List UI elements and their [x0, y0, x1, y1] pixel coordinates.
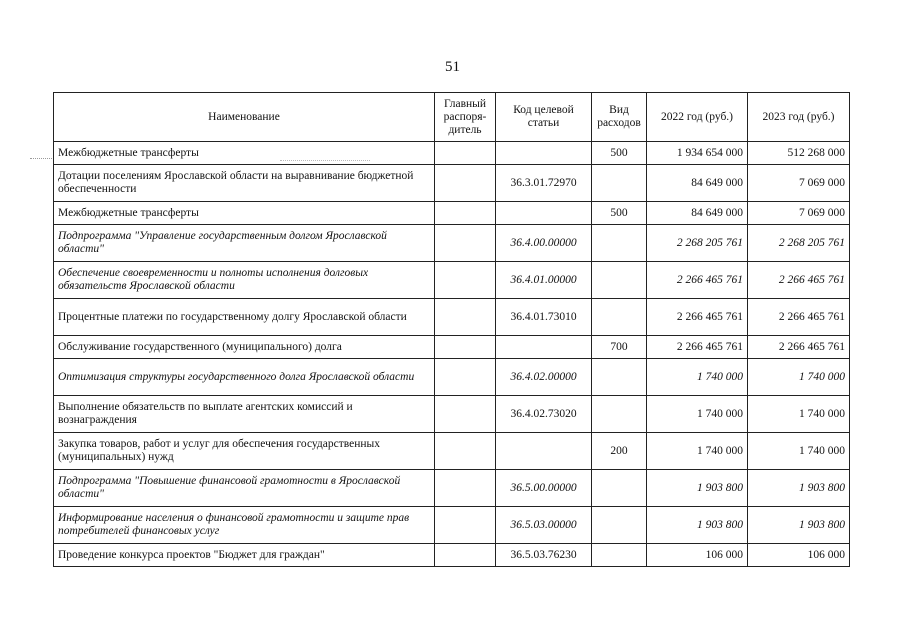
- cell-2023: 1 740 000: [748, 433, 850, 470]
- table-row: [54, 433, 850, 470]
- cell-code: 36.4.02.00000: [496, 359, 592, 396]
- cell-kind: [592, 225, 647, 262]
- cell-name: Межбюджетные трансферты: [54, 202, 435, 225]
- table-header-row: [54, 93, 850, 142]
- cell-2023: 2 266 465 761: [748, 336, 850, 359]
- cell-code: [496, 433, 592, 470]
- cell-2023: 2 266 465 761: [748, 299, 850, 336]
- cell-2022: 84 649 000: [647, 165, 748, 202]
- cell-kind: [592, 544, 647, 567]
- cell-kind: 500: [592, 142, 647, 165]
- cell-manager: [435, 299, 496, 336]
- cell-manager: [435, 336, 496, 359]
- cell-kind: [592, 262, 647, 299]
- cell-name: Подпрограмма "Повышение финансовой грамотности в Ярославской области": [54, 470, 435, 507]
- scan-artifact: [30, 158, 52, 159]
- table-row: [54, 142, 850, 165]
- cell-code: 36.5.03.00000: [496, 507, 592, 544]
- cell-code: [496, 142, 592, 165]
- cell-name: Дотации поселениям Ярославской области на выравнивание бюджетной обеспеченности: [54, 165, 435, 202]
- cell-2022: 1 934 654 000: [647, 142, 748, 165]
- cell-2022: 1 903 800: [647, 507, 748, 544]
- table-row: [54, 165, 850, 202]
- cell-2022: 1 740 000: [647, 433, 748, 470]
- cell-2022: 1 740 000: [647, 396, 748, 433]
- cell-name: Процентные платежи по государственному долгу Ярославской области: [54, 299, 435, 336]
- cell-2022: 106 000: [647, 544, 748, 567]
- header-code: Код целевой статьи: [496, 93, 592, 142]
- table-row: [54, 544, 850, 567]
- cell-manager: [435, 202, 496, 225]
- cell-2022: 2 266 465 761: [647, 336, 748, 359]
- cell-name: Выполнение обязательств по выплате агентских комиссий и вознаграждения: [54, 396, 435, 433]
- cell-code: [496, 202, 592, 225]
- cell-manager: [435, 544, 496, 567]
- cell-code: 36.5.00.00000: [496, 470, 592, 507]
- cell-manager: [435, 225, 496, 262]
- cell-kind: [592, 396, 647, 433]
- page-number: 51: [445, 59, 460, 75]
- table-row: [54, 470, 850, 507]
- cell-manager: [435, 433, 496, 470]
- table-row: [54, 202, 850, 225]
- table-row: [54, 336, 850, 359]
- cell-name: Закупка товаров, работ и услуг для обеспечения государственных (муниципальных) нужд: [54, 433, 435, 470]
- cell-name: Обслуживание государственного (муниципального) долга: [54, 336, 435, 359]
- cell-manager: [435, 165, 496, 202]
- cell-kind: [592, 470, 647, 507]
- header-kind: Вид расходов: [592, 93, 647, 142]
- table-row: [54, 225, 850, 262]
- cell-kind: 500: [592, 202, 647, 225]
- cell-name: Межбюджетные трансферты: [54, 142, 435, 165]
- cell-manager: [435, 470, 496, 507]
- cell-2023: 2 268 205 761: [748, 225, 850, 262]
- cell-manager: [435, 359, 496, 396]
- cell-code: [496, 336, 592, 359]
- budget-table: [53, 92, 850, 567]
- cell-kind: [592, 165, 647, 202]
- cell-kind: [592, 507, 647, 544]
- cell-2022: 84 649 000: [647, 202, 748, 225]
- cell-2022: 2 266 465 761: [647, 262, 748, 299]
- cell-2022: 1 903 800: [647, 470, 748, 507]
- header-name: Наименование: [54, 93, 435, 142]
- cell-name: Оптимизация структуры государственного долга Ярославской области: [54, 359, 435, 396]
- cell-name: Обеспечение своевременности и полноты исполнения долговых обязательств Ярославской области: [54, 262, 435, 299]
- cell-manager: [435, 507, 496, 544]
- cell-kind: 200: [592, 433, 647, 470]
- cell-2022: 2 266 465 761: [647, 299, 748, 336]
- cell-code: 36.4.01.73010: [496, 299, 592, 336]
- table-row: [54, 299, 850, 336]
- cell-manager: [435, 142, 496, 165]
- cell-2023: 1 903 800: [748, 507, 850, 544]
- table-row: [54, 396, 850, 433]
- cell-manager: [435, 262, 496, 299]
- cell-kind: [592, 299, 647, 336]
- cell-2023: 1 740 000: [748, 359, 850, 396]
- table-body: [54, 142, 850, 567]
- cell-2023: 7 069 000: [748, 165, 850, 202]
- cell-2023: 106 000: [748, 544, 850, 567]
- cell-2023: 1 903 800: [748, 470, 850, 507]
- header-2023: 2023 год (руб.): [748, 93, 850, 142]
- table-row: [54, 359, 850, 396]
- cell-2022: 2 268 205 761: [647, 225, 748, 262]
- cell-code: 36.4.02.73020: [496, 396, 592, 433]
- table-row: [54, 262, 850, 299]
- header-manager: Главный распоря-дитель: [435, 93, 496, 142]
- cell-name: Информирование населения о финансовой грамотности и защите прав потребителей финансовых услуг: [54, 507, 435, 544]
- cell-name: Проведение конкурса проектов "Бюджет для граждан": [54, 544, 435, 567]
- cell-code: 36.3.01.72970: [496, 165, 592, 202]
- cell-name: Подпрограмма "Управление государственным долгом Ярославской области": [54, 225, 435, 262]
- cell-kind: [592, 359, 647, 396]
- cell-2023: 1 740 000: [748, 396, 850, 433]
- cell-2023: 2 266 465 761: [748, 262, 850, 299]
- cell-kind: 700: [592, 336, 647, 359]
- cell-2023: 7 069 000: [748, 202, 850, 225]
- header-2022: 2022 год (руб.): [647, 93, 748, 142]
- cell-code: 36.4.00.00000: [496, 225, 592, 262]
- table-row: [54, 507, 850, 544]
- cell-2022: 1 740 000: [647, 359, 748, 396]
- cell-manager: [435, 396, 496, 433]
- cell-code: 36.4.01.00000: [496, 262, 592, 299]
- cell-code: 36.5.03.76230: [496, 544, 592, 567]
- cell-2023: 512 268 000: [748, 142, 850, 165]
